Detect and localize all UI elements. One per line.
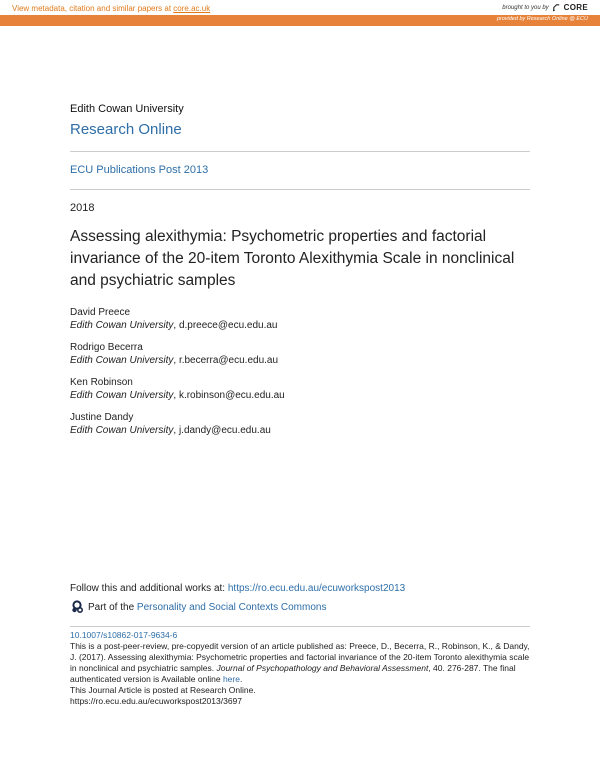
provided-by-text[interactable]: provided by Research Online @ ECU bbox=[496, 16, 588, 22]
core-link-site[interactable]: core.ac.uk bbox=[173, 4, 211, 13]
author-email[interactable]: k.robinson@ecu.edu.au bbox=[178, 390, 285, 401]
citation-block bbox=[70, 641, 530, 707]
author-affiliation: Edith Cowan University bbox=[70, 425, 174, 436]
author-name: Justine Dandy bbox=[70, 412, 134, 423]
core-logo-icon bbox=[552, 3, 561, 12]
author-affiliation: Edith Cowan University bbox=[70, 390, 174, 401]
core-brought-by bbox=[502, 3, 588, 12]
author-affiliation: Edith Cowan University bbox=[70, 355, 174, 366]
core-banner bbox=[0, 0, 600, 27]
follow-text: Follow this and additional works at: bbox=[70, 583, 228, 594]
posted-note: This Journal Article is posted at Research Online. bbox=[70, 685, 256, 695]
core-link-prefix: View metadata, citation and similar papers at bbox=[12, 4, 174, 13]
citation-text: This is a post-peer-review, pre-copyedit version of an article published as: Preece, D., Becerra, R., Robinson, K., & Dandy, J. (2017). Assessing alexithymia: Psychometric properties and factorial invariance of the 20-item Toronto alexithymia scale in nonclinical and psychiatric samples. bbox=[70, 641, 530, 673]
author-email[interactable]: r.becerra@ecu.edu.au bbox=[178, 355, 279, 366]
part-of-text: Part of the bbox=[88, 601, 137, 613]
series-link[interactable]: ECU Publications Post 2013 bbox=[70, 164, 209, 176]
author-entry: Justine Dandy Edith Cowan University, j.dandy@ecu.edu.au bbox=[70, 411, 530, 437]
follow-line bbox=[70, 583, 405, 594]
repository-link[interactable]: Research Online bbox=[70, 121, 182, 138]
author-entry: Rodrigo Becerra Edith Cowan University, r.becerra@ecu.edu.au bbox=[70, 341, 530, 367]
author-email[interactable]: j.dandy@ecu.edu.au bbox=[178, 425, 271, 436]
publication-year: 2018 bbox=[70, 202, 95, 214]
journal-name: Journal of Psychopathology and Behavioral Assessment bbox=[216, 663, 429, 673]
author-entry: David Preece Edith Cowan University, d.preece@ecu.edu.au bbox=[70, 306, 530, 332]
author-entry: Ken Robinson Edith Cowan University, k.robinson@ecu.edu.au bbox=[70, 376, 530, 402]
author-list bbox=[70, 306, 530, 446]
brought-by-text: brought to you by bbox=[502, 4, 549, 11]
item-url[interactable]: https://ro.ecu.edu.au/ecuworkspost2013/3697 bbox=[70, 696, 243, 706]
core-provided-strip bbox=[0, 15, 600, 26]
here-link[interactable]: here bbox=[222, 674, 240, 684]
author-name: David Preece bbox=[70, 307, 131, 318]
doi-link[interactable]: 10.1007/s10862-017-9634-6 bbox=[70, 630, 178, 640]
author-name: Rodrigo Becerra bbox=[70, 342, 143, 353]
network-icon bbox=[70, 600, 84, 614]
divider bbox=[70, 626, 530, 627]
divider bbox=[70, 189, 530, 190]
article-title: Assessing alexithymia: Psychometric properties and factorial invariance of the 20-item Toronto Alexithymia Scale in nonclinical and psychiatric samples bbox=[70, 228, 515, 289]
citation-text: , 40. 276-287. The final authenticated version is Available online bbox=[70, 663, 516, 684]
institution-name: Edith Cowan University bbox=[70, 103, 184, 115]
author-email[interactable]: d.preece@ecu.edu.au bbox=[178, 320, 278, 331]
author-name: Ken Robinson bbox=[70, 377, 133, 388]
author-affiliation: Edith Cowan University bbox=[70, 320, 174, 331]
commons-link[interactable]: Personality and Social Contexts Commons bbox=[136, 601, 327, 613]
part-of-line bbox=[70, 600, 326, 614]
core-metadata-link[interactable] bbox=[12, 4, 210, 13]
citation-text: . bbox=[239, 674, 243, 684]
follow-link[interactable]: https://ro.ecu.edu.au/ecuworkspost2013 bbox=[227, 583, 406, 594]
core-logo-text: CORE bbox=[563, 3, 588, 12]
divider bbox=[70, 151, 530, 152]
